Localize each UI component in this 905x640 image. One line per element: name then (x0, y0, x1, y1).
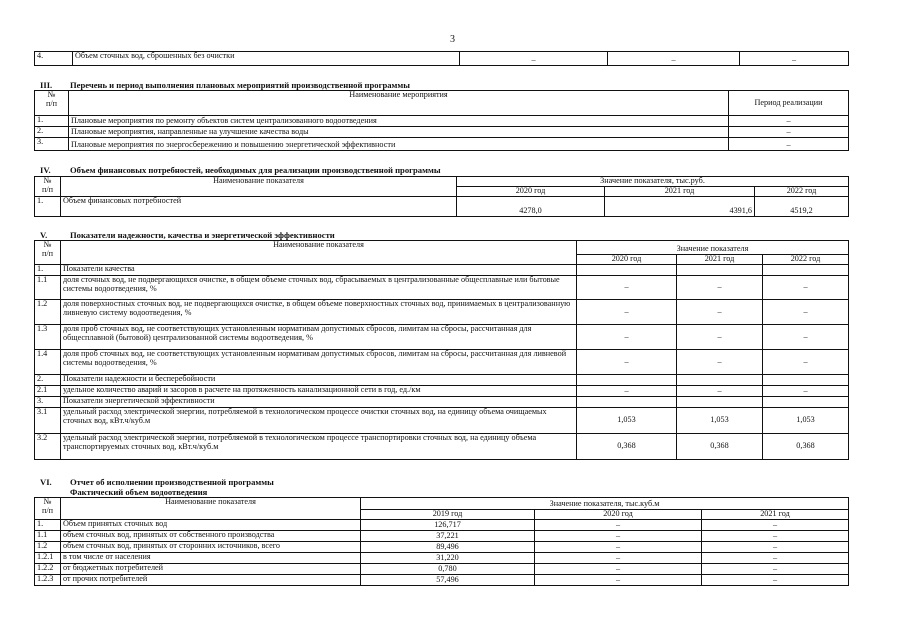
year-header: 2019 год (361, 510, 535, 520)
section-4-table (34, 176, 849, 217)
row-label: Плановые мероприятия по ремонту объектов систем централизованного водоотведения (69, 116, 729, 127)
row-value: – (577, 386, 677, 397)
row-value: – (577, 325, 677, 350)
section-4-heading (40, 165, 441, 175)
year-header: 2022 год (763, 255, 849, 265)
year-header: 2020 год (535, 510, 702, 520)
row-value: 4391,6 (605, 196, 755, 216)
section-5-heading (40, 230, 335, 240)
col-num-header: № п/п (35, 91, 69, 116)
row-label: Объем финансовых потребностей (61, 196, 457, 216)
row-num: 1.1 (35, 531, 61, 542)
year-header: 2020 год (457, 186, 605, 196)
row-value: – (763, 350, 849, 375)
year-header: 2020 год (577, 255, 677, 265)
section-3-heading (40, 80, 410, 90)
section-5-roman: V. (40, 230, 48, 240)
row-value: – (677, 300, 763, 325)
section-4-title: Объем финансовых потребностей, необходимых для реализации производственной программы (70, 165, 441, 175)
row-label: Показатели надежности и бесперебойности (61, 375, 577, 386)
section-3-roman: III. (40, 80, 53, 90)
row-num: 1.2 (35, 300, 61, 325)
section-6-roman: VI. (40, 477, 52, 487)
row-value: – (729, 116, 849, 127)
row-label: в том числе от населения (61, 553, 361, 564)
year-header: 2021 год (702, 510, 849, 520)
section-5-table (34, 240, 849, 460)
col-name-header: Наименование показателя (61, 177, 457, 197)
col-num-header: № п/п (35, 177, 61, 197)
row-num: 1. (35, 116, 69, 127)
row-num: 3. (35, 138, 69, 151)
row-value: 31,220 (361, 553, 535, 564)
row-label: доля поверхностных сточных вод, не подвергающихся очистке, в общем объеме поверхностных сточных вод, принимаемых в централизованную ливневую систему водоотведения, % (61, 300, 577, 325)
row-label: объем сточных вод, принятых от собственного производства (61, 531, 361, 542)
col-value-header: Значение показателя (577, 241, 849, 255)
row-value: 0,780 (361, 564, 535, 575)
row-value: – (763, 276, 849, 300)
row-num: 1.2.1 (35, 553, 61, 564)
row-value: – (702, 564, 849, 575)
row-value: 1,053 (577, 408, 677, 434)
row-num: 1.2.2 (35, 564, 61, 575)
row4-table (34, 51, 849, 66)
row-num: 1. (35, 196, 61, 216)
section-6-heading (40, 477, 274, 487)
row-value: – (763, 325, 849, 350)
section-5-title: Показатели надежности, качества и энергетической эффективности (70, 230, 335, 240)
row-num: 1. (35, 520, 61, 531)
row-label: Показатели энергетической эффективности (61, 397, 577, 408)
row-value: 37,221 (361, 531, 535, 542)
section-6-table (34, 497, 849, 586)
row-value: – (702, 553, 849, 564)
row-value: – (535, 575, 702, 586)
year-header: 2021 год (605, 186, 755, 196)
row-value: – (535, 531, 702, 542)
section-6-title: Отчет об исполнении производственной программы (70, 477, 274, 487)
row-value: – (729, 138, 849, 151)
row-value: – (535, 520, 702, 531)
row4-num: 4. (35, 52, 73, 66)
row-label: доля сточных вод, не подвергающихся очистке, в общем объеме сточных вод, сбрасываемых в централизованные общесплавные или бытовые системы водоотведения, % (61, 276, 577, 300)
row-value: 0,368 (763, 434, 849, 460)
year-header: 2021 год (677, 255, 763, 265)
row-num: 2. (35, 375, 61, 386)
row-num: 1.3 (35, 325, 61, 350)
row-value: – (763, 300, 849, 325)
row-num: 3.1 (35, 408, 61, 434)
row-num: 3.2 (35, 434, 61, 460)
col-num-header: № п/п (35, 498, 61, 520)
col-name-header: Наименование мероприятия (69, 91, 729, 116)
row-label: Показатели качества (61, 265, 577, 276)
section-3-title: Перечень и период выполнения плановых мероприятий производственной программы (70, 80, 410, 90)
row-value: 57,496 (361, 575, 535, 586)
col-name-header: Наименование показателя (61, 241, 577, 265)
row-label: удельный расход электрической энергии, потребляемой в технологическом процессе транспортировки сточных вод, на единицу объема транспортируемых сточных вод, кВт.ч/куб.м (61, 434, 577, 460)
section-6-subtitle: Фактический объем водоотведения (70, 487, 208, 497)
row-value: – (702, 542, 849, 553)
col-num-header: № п/п (35, 241, 61, 265)
row-label: Плановые мероприятия, направленные на улучшение качества воды (69, 127, 729, 138)
row-value: – (677, 386, 763, 397)
section-4-roman: IV. (40, 165, 51, 175)
row-label: доля проб сточных вод, не соответствующих установленным нормативам допустимых сбросов, лимитам на сбросы, рассчитанная для общесплавной (бытовой) централизованной системы водоотведения, % (61, 325, 577, 350)
row-value: 4519,2 (755, 196, 849, 216)
year-header: 2022 год (755, 186, 849, 196)
row-label: Объем принятых сточных вод (61, 520, 361, 531)
row-value: – (577, 300, 677, 325)
row-value: – (702, 575, 849, 586)
row-num: 2.1 (35, 386, 61, 397)
row-label: доля проб сточных вод, не соответствующих установленным нормативам допустимых сбросов, лимитам на сбросы, рассчитанная для ливневой системы водоотведения, % (61, 350, 577, 375)
row-value: – (535, 553, 702, 564)
row4-value: – (608, 52, 740, 66)
row4-value: – (740, 52, 849, 66)
row-label: от бюджетных потребителей (61, 564, 361, 575)
row-label: удельное количество аварий и засоров в расчете на протяженность канализационной сети в год, ед./км (61, 386, 577, 397)
row-value: – (577, 350, 677, 375)
row-value: 1,053 (677, 408, 763, 434)
row4-value: – (460, 52, 608, 66)
row-num: 1.4 (35, 350, 61, 375)
col-value-header: Значение показателя, тыс.куб.м (361, 498, 849, 510)
row-num: 2. (35, 127, 69, 138)
row-value: 126,717 (361, 520, 535, 531)
row-value: – (535, 564, 702, 575)
row-num: 1. (35, 265, 61, 276)
row-value: 89,496 (361, 542, 535, 553)
row-value: 0,368 (577, 434, 677, 460)
row-value: – (535, 542, 702, 553)
row-label: объем сточных вод, принятых от сторонних источников, всего (61, 542, 361, 553)
row-value: 0,368 (677, 434, 763, 460)
col-value-header: Значение показателя, тыс.руб. (457, 177, 849, 187)
row-num: 1.2 (35, 542, 61, 553)
col-name-header: Наименование показателя (61, 498, 361, 520)
row4-label: Объем сточных вод, сброшенных без очистки (73, 52, 460, 66)
row-value: – (702, 520, 849, 531)
row-value: – (677, 276, 763, 300)
row-label: от прочих потребителей (61, 575, 361, 586)
row-num: 1.1 (35, 276, 61, 300)
row-value: – (702, 531, 849, 542)
section-3-table (34, 90, 849, 151)
row-label: Плановые мероприятия по энергосбережению и повышению энергетической эффективности (69, 138, 729, 151)
row-num: 1.2.3 (35, 575, 61, 586)
row-value: – (677, 350, 763, 375)
col-period-header: Период реализации (729, 91, 849, 116)
row-value: – (677, 325, 763, 350)
row-value: – (729, 127, 849, 138)
row-num: 3. (35, 397, 61, 408)
row-value: 4278,0 (457, 196, 605, 216)
row-label: удельный расход электрической энергии, потребляемой в технологическом процессе очистки сточных вод, на единицу объема очищаемых сточных вод, кВт.ч/куб.м (61, 408, 577, 434)
page-number: 3 (450, 34, 455, 45)
row-value: – (577, 276, 677, 300)
row-value: 1,053 (763, 408, 849, 434)
row-value: – (763, 386, 849, 397)
